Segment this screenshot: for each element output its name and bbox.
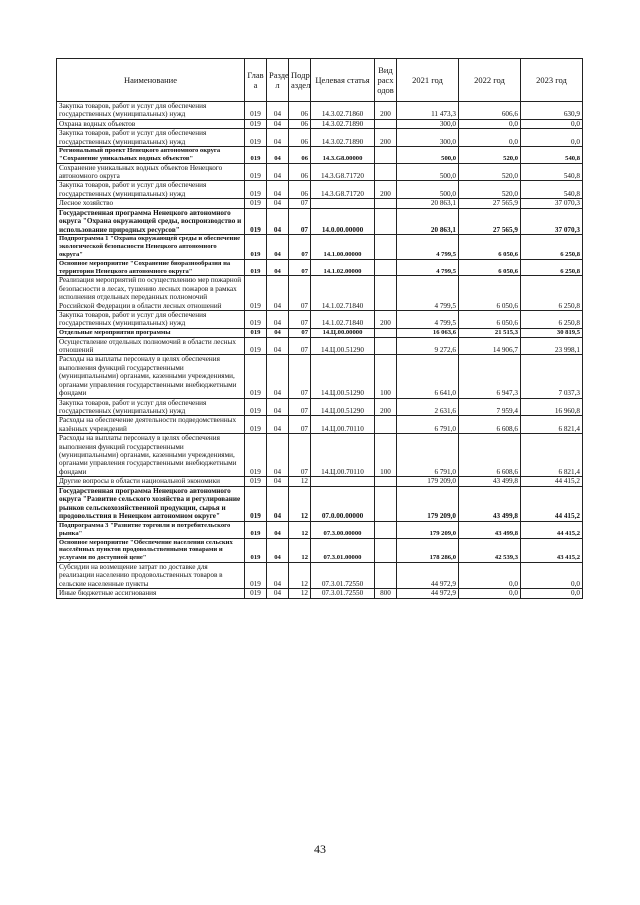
cell-target: 07.3.00.00000 (311, 521, 375, 538)
header-razdel: Разде л (267, 59, 289, 102)
cell-glava: 019 (245, 147, 267, 164)
cell-2022: 6 608,6 (459, 434, 521, 477)
cell-2022: 6 050,6 (459, 259, 521, 276)
table-row (57, 129, 583, 147)
cell-name: Государственная программа Ненецкого автономного округа "Развитие сельского хозяйства и регулирование рынков сельскохозяйственной продукции, сырья и продовольствия в Ненецком автономном округе" (57, 486, 245, 521)
cell-2023: 23 998,1 (521, 337, 583, 355)
cell-razdel: 04 (267, 276, 289, 311)
cell-vid (375, 477, 397, 486)
cell-2021: 44 972,9 (397, 562, 459, 588)
cell-glava: 019 (245, 129, 267, 147)
cell-target: 14.Ц.00.51290 (311, 355, 375, 398)
cell-podrazdel: 07 (289, 235, 311, 259)
cell-2021: 300,0 (397, 119, 459, 128)
cell-2021: 4 799,5 (397, 259, 459, 276)
cell-2021: 4 799,5 (397, 311, 459, 329)
cell-target: 14.3.02.71890 (311, 129, 375, 147)
cell-glava: 019 (245, 181, 267, 199)
cell-glava: 019 (245, 486, 267, 521)
cell-vid: 100 (375, 434, 397, 477)
cell-podrazdel: 12 (289, 589, 311, 598)
cell-2021: 6 641,0 (397, 355, 459, 398)
table-row (57, 102, 583, 120)
cell-vid: 200 (375, 398, 397, 416)
cell-glava: 019 (245, 589, 267, 598)
cell-2023: 6 821,4 (521, 416, 583, 434)
cell-2021: 20 863,1 (397, 208, 459, 235)
cell-name: Другие вопросы в области национальной экономики (57, 477, 245, 486)
cell-vid: 800 (375, 589, 397, 598)
cell-name: Закупка товаров, работ и услуг для обеспечения государственных (муниципальных) нужд (57, 102, 245, 120)
cell-vid (375, 147, 397, 164)
cell-vid (375, 328, 397, 337)
cell-razdel: 04 (267, 235, 289, 259)
cell-target: 14.3.02.71890 (311, 119, 375, 128)
table-row (57, 311, 583, 329)
cell-2021: 178 286,0 (397, 538, 459, 562)
cell-2023: 6 250,8 (521, 276, 583, 311)
cell-2023: 0,0 (521, 119, 583, 128)
cell-name: Подпрограмма 3 "Развитие торговли и потребительского рынка" (57, 521, 245, 538)
cell-vid: 200 (375, 102, 397, 120)
cell-2023: 6 250,8 (521, 311, 583, 329)
cell-name: Охрана водных объектов (57, 119, 245, 128)
header-2021: 2021 год (397, 59, 459, 102)
cell-target: 14.0.00.00000 (311, 208, 375, 235)
cell-name: Закупка товаров, работ и услуг для обеспечения государственных (муниципальных) нужд (57, 398, 245, 416)
cell-2023: 6 821,4 (521, 434, 583, 477)
cell-2023: 37 070,3 (521, 208, 583, 235)
cell-2021: 500,0 (397, 147, 459, 164)
cell-2023: 6 250,8 (521, 235, 583, 259)
cell-podrazdel: 06 (289, 119, 311, 128)
cell-razdel: 04 (267, 486, 289, 521)
cell-target: 14.3.G8.00000 (311, 147, 375, 164)
cell-podrazdel: 06 (289, 129, 311, 147)
cell-vid: 200 (375, 129, 397, 147)
cell-2022: 14 906,7 (459, 337, 521, 355)
cell-target: 14.3.G8.71720 (311, 163, 375, 181)
cell-name: Основное мероприятие "Обеспечение населения сельских населённых пунктов продовольственными товарами и услугами по доступной цене" (57, 538, 245, 562)
cell-vid (375, 119, 397, 128)
cell-2022: 0,0 (459, 589, 521, 598)
cell-vid (375, 538, 397, 562)
cell-vid (375, 486, 397, 521)
cell-2022: 7 959,4 (459, 398, 521, 416)
cell-vid (375, 521, 397, 538)
cell-razdel: 04 (267, 328, 289, 337)
cell-2022: 520,0 (459, 181, 521, 199)
cell-podrazdel: 07 (289, 434, 311, 477)
cell-target (311, 477, 375, 486)
cell-glava: 019 (245, 355, 267, 398)
cell-name: Расходы на выплаты персоналу в целях обеспечения выполнения функций государственными (муниципальными) органами, казенными учреждениями, органами управления государственными внебюджетными фондами (57, 434, 245, 477)
cell-target (311, 199, 375, 208)
cell-2023: 43 415,2 (521, 538, 583, 562)
cell-name: Сохранение уникальных водных объектов Ненецкого автономного округа (57, 163, 245, 181)
cell-podrazdel: 07 (289, 416, 311, 434)
table-row (57, 589, 583, 598)
cell-podrazdel: 07 (289, 276, 311, 311)
cell-2022: 42 539,3 (459, 538, 521, 562)
cell-target: 14.1.02.00000 (311, 259, 375, 276)
cell-vid (375, 562, 397, 588)
cell-glava: 019 (245, 163, 267, 181)
table-row (57, 235, 583, 259)
cell-2022: 6 947,3 (459, 355, 521, 398)
cell-name: Государственная программа Ненецкого автономного округа "Охрана окружающей среды, воспроизводство и использование природных ресурсов" (57, 208, 245, 235)
cell-vid: 100 (375, 355, 397, 398)
cell-glava: 019 (245, 102, 267, 120)
cell-vid (375, 163, 397, 181)
cell-2022: 21 515,3 (459, 328, 521, 337)
cell-name: Реализация мероприятий по осуществлению мер пожарной безопасности в лесах, тушению лесных пожаров в рамках исполнения отдельных переданных полномочий Российской Федерации в области лесных отношений (57, 276, 245, 311)
cell-2021: 500,0 (397, 163, 459, 181)
cell-2021: 179 209,0 (397, 521, 459, 538)
cell-razdel: 04 (267, 208, 289, 235)
cell-2022: 6 050,6 (459, 276, 521, 311)
page-number: 43 (314, 842, 326, 856)
cell-razdel: 04 (267, 355, 289, 398)
table-row (57, 486, 583, 521)
cell-2022: 43 499,8 (459, 477, 521, 486)
table-header-row (57, 59, 583, 102)
cell-2022: 520,0 (459, 147, 521, 164)
cell-razdel: 04 (267, 311, 289, 329)
cell-2022: 27 565,9 (459, 199, 521, 208)
table-row (57, 521, 583, 538)
table-row (57, 276, 583, 311)
cell-razdel: 04 (267, 181, 289, 199)
cell-target: 14.1.02.71840 (311, 276, 375, 311)
cell-glava: 019 (245, 328, 267, 337)
cell-podrazdel: 12 (289, 538, 311, 562)
cell-podrazdel: 06 (289, 163, 311, 181)
budget-table (56, 58, 583, 599)
cell-vid (375, 235, 397, 259)
header-2022: 2022 год (459, 59, 521, 102)
cell-razdel: 04 (267, 337, 289, 355)
cell-glava: 019 (245, 538, 267, 562)
header-glava: Глав а (245, 59, 267, 102)
cell-target: 07.3.01.72550 (311, 589, 375, 598)
cell-podrazdel: 12 (289, 562, 311, 588)
cell-2023: 540,8 (521, 181, 583, 199)
cell-vid (375, 337, 397, 355)
cell-name: Расходы на обеспечение деятельности подведомственных казённых учреждений (57, 416, 245, 434)
cell-glava: 019 (245, 276, 267, 311)
table-row (57, 355, 583, 398)
cell-target: 14.Ц.00.00000 (311, 328, 375, 337)
cell-2021: 16 063,6 (397, 328, 459, 337)
cell-2022: 520,0 (459, 163, 521, 181)
cell-razdel: 04 (267, 562, 289, 588)
cell-2023: 44 415,2 (521, 486, 583, 521)
cell-razdel: 04 (267, 199, 289, 208)
table-row (57, 199, 583, 208)
cell-vid (375, 416, 397, 434)
cell-target: 07.3.01.00000 (311, 538, 375, 562)
cell-razdel: 04 (267, 589, 289, 598)
cell-name: Закупка товаров, работ и услуг для обеспечения государственных (муниципальных) нужд (57, 181, 245, 199)
table-row (57, 163, 583, 181)
cell-2021: 4 799,5 (397, 276, 459, 311)
cell-podrazdel: 07 (289, 328, 311, 337)
cell-2021: 179 209,0 (397, 477, 459, 486)
cell-2023: 540,8 (521, 147, 583, 164)
table-row (57, 328, 583, 337)
cell-name: Иные бюджетные ассигнования (57, 589, 245, 598)
cell-glava: 019 (245, 235, 267, 259)
cell-target: 14.Ц.00.70110 (311, 434, 375, 477)
header-2023: 2023 год (521, 59, 583, 102)
table-row (57, 416, 583, 434)
cell-podrazdel: 07 (289, 337, 311, 355)
cell-glava: 019 (245, 434, 267, 477)
cell-razdel: 04 (267, 521, 289, 538)
header-target: Целевая статья (311, 59, 375, 102)
table-row (57, 434, 583, 477)
cell-2023: 630,9 (521, 102, 583, 120)
cell-2021: 179 209,0 (397, 486, 459, 521)
cell-podrazdel: 06 (289, 181, 311, 199)
cell-podrazdel: 12 (289, 477, 311, 486)
cell-2021: 6 791,0 (397, 416, 459, 434)
table-row (57, 147, 583, 164)
cell-2023: 0,0 (521, 129, 583, 147)
cell-podrazdel: 06 (289, 102, 311, 120)
cell-name: Осуществление отдельных полномочий в области лесных отношений (57, 337, 245, 355)
cell-podrazdel: 12 (289, 486, 311, 521)
cell-2021: 500,0 (397, 181, 459, 199)
cell-vid (375, 208, 397, 235)
cell-glava: 019 (245, 259, 267, 276)
cell-target: 14.Ц.00.51290 (311, 398, 375, 416)
cell-2022: 6 608,6 (459, 416, 521, 434)
cell-2022: 0,0 (459, 129, 521, 147)
cell-2023: 0,0 (521, 562, 583, 588)
cell-2023: 540,8 (521, 163, 583, 181)
cell-2021: 6 791,0 (397, 434, 459, 477)
cell-name: Подпрограмма 1 "Охрана окружающей среды и обеспечение экологической безопасности Ненецкого автономного округа" (57, 235, 245, 259)
cell-name: Отдельные мероприятия программы (57, 328, 245, 337)
cell-razdel: 04 (267, 259, 289, 276)
cell-2022: 43 499,8 (459, 521, 521, 538)
cell-2022: 606,6 (459, 102, 521, 120)
cell-razdel: 04 (267, 119, 289, 128)
cell-2021: 9 272,6 (397, 337, 459, 355)
cell-podrazdel: 07 (289, 199, 311, 208)
cell-glava: 019 (245, 119, 267, 128)
cell-2022: 6 050,6 (459, 235, 521, 259)
cell-glava: 019 (245, 208, 267, 235)
cell-2023: 44 415,2 (521, 521, 583, 538)
cell-target: 14.Ц.00.51290 (311, 337, 375, 355)
table-row (57, 398, 583, 416)
cell-2023: 30 819,5 (521, 328, 583, 337)
cell-razdel: 04 (267, 398, 289, 416)
cell-vid: 200 (375, 311, 397, 329)
cell-glava: 019 (245, 398, 267, 416)
cell-target: 14.1.00.00000 (311, 235, 375, 259)
cell-podrazdel: 06 (289, 147, 311, 164)
cell-vid: 200 (375, 181, 397, 199)
cell-2022: 43 499,8 (459, 486, 521, 521)
cell-2023: 0,0 (521, 589, 583, 598)
cell-2022: 27 565,9 (459, 208, 521, 235)
cell-razdel: 04 (267, 129, 289, 147)
cell-vid (375, 259, 397, 276)
cell-podrazdel: 12 (289, 521, 311, 538)
cell-target: 14.3.G8.71720 (311, 181, 375, 199)
cell-target: 07.3.01.72550 (311, 562, 375, 588)
cell-target: 14.Ц.00.70110 (311, 416, 375, 434)
cell-target: 14.3.02.71860 (311, 102, 375, 120)
cell-target: 14.1.02.71840 (311, 311, 375, 329)
cell-target: 07.0.00.00000 (311, 486, 375, 521)
cell-podrazdel: 07 (289, 398, 311, 416)
header-vid: Вид расх одов (375, 59, 397, 102)
cell-razdel: 04 (267, 102, 289, 120)
cell-2023: 16 960,8 (521, 398, 583, 416)
cell-2023: 37 070,3 (521, 199, 583, 208)
header-podrazdel: Подр аздел (289, 59, 311, 102)
cell-glava: 019 (245, 477, 267, 486)
cell-2023: 6 250,8 (521, 259, 583, 276)
header-name: Наименование (57, 59, 245, 102)
cell-2023: 44 415,2 (521, 477, 583, 486)
cell-2021: 20 863,1 (397, 199, 459, 208)
cell-razdel: 04 (267, 416, 289, 434)
cell-name: Закупка товаров, работ и услуг для обеспечения государственных (муниципальных) нужд (57, 129, 245, 147)
table-row (57, 259, 583, 276)
cell-2021: 4 799,5 (397, 235, 459, 259)
cell-razdel: 04 (267, 147, 289, 164)
cell-vid (375, 199, 397, 208)
table-row (57, 337, 583, 355)
cell-2022: 0,0 (459, 119, 521, 128)
table-row (57, 538, 583, 562)
table-body (57, 102, 583, 599)
cell-name: Субсидии на возмещение затрат по доставке для реализации населению продовольственных товаров в сельские населенные пункты (57, 562, 245, 588)
cell-name: Лесное хозяйство (57, 199, 245, 208)
cell-razdel: 04 (267, 434, 289, 477)
cell-glava: 019 (245, 521, 267, 538)
cell-podrazdel: 07 (289, 208, 311, 235)
cell-2022: 6 050,6 (459, 311, 521, 329)
cell-glava: 019 (245, 562, 267, 588)
cell-razdel: 04 (267, 538, 289, 562)
cell-podrazdel: 07 (289, 259, 311, 276)
cell-razdel: 04 (267, 163, 289, 181)
table-row (57, 119, 583, 128)
cell-vid (375, 276, 397, 311)
cell-2021: 11 473,3 (397, 102, 459, 120)
cell-podrazdel: 07 (289, 311, 311, 329)
cell-razdel: 04 (267, 477, 289, 486)
cell-name: Расходы на выплаты персоналу в целях обеспечения выполнения функций государственными (муниципальными) органами, казенными учреждениями, органами управления государственными внебюджетными фондами (57, 355, 245, 398)
cell-name: Основное мероприятие "Сохранение биоразнообразия на территории Ненецкого автономного округа" (57, 259, 245, 276)
table-row (57, 562, 583, 588)
cell-2022: 0,0 (459, 562, 521, 588)
cell-name: Закупка товаров, работ и услуг для обеспечения государственных (муниципальных) нужд (57, 311, 245, 329)
cell-2021: 2 631,6 (397, 398, 459, 416)
cell-glava: 019 (245, 337, 267, 355)
cell-name: Региональный проект Ненецкого автономного округа "Сохранение уникальных водных объектов" (57, 147, 245, 164)
cell-glava: 019 (245, 311, 267, 329)
cell-podrazdel: 07 (289, 355, 311, 398)
cell-glava: 019 (245, 199, 267, 208)
cell-2023: 7 037,3 (521, 355, 583, 398)
cell-2021: 44 972,9 (397, 589, 459, 598)
table-row (57, 181, 583, 199)
table-row (57, 477, 583, 486)
table-row (57, 208, 583, 235)
cell-2021: 300,0 (397, 129, 459, 147)
cell-glava: 019 (245, 416, 267, 434)
